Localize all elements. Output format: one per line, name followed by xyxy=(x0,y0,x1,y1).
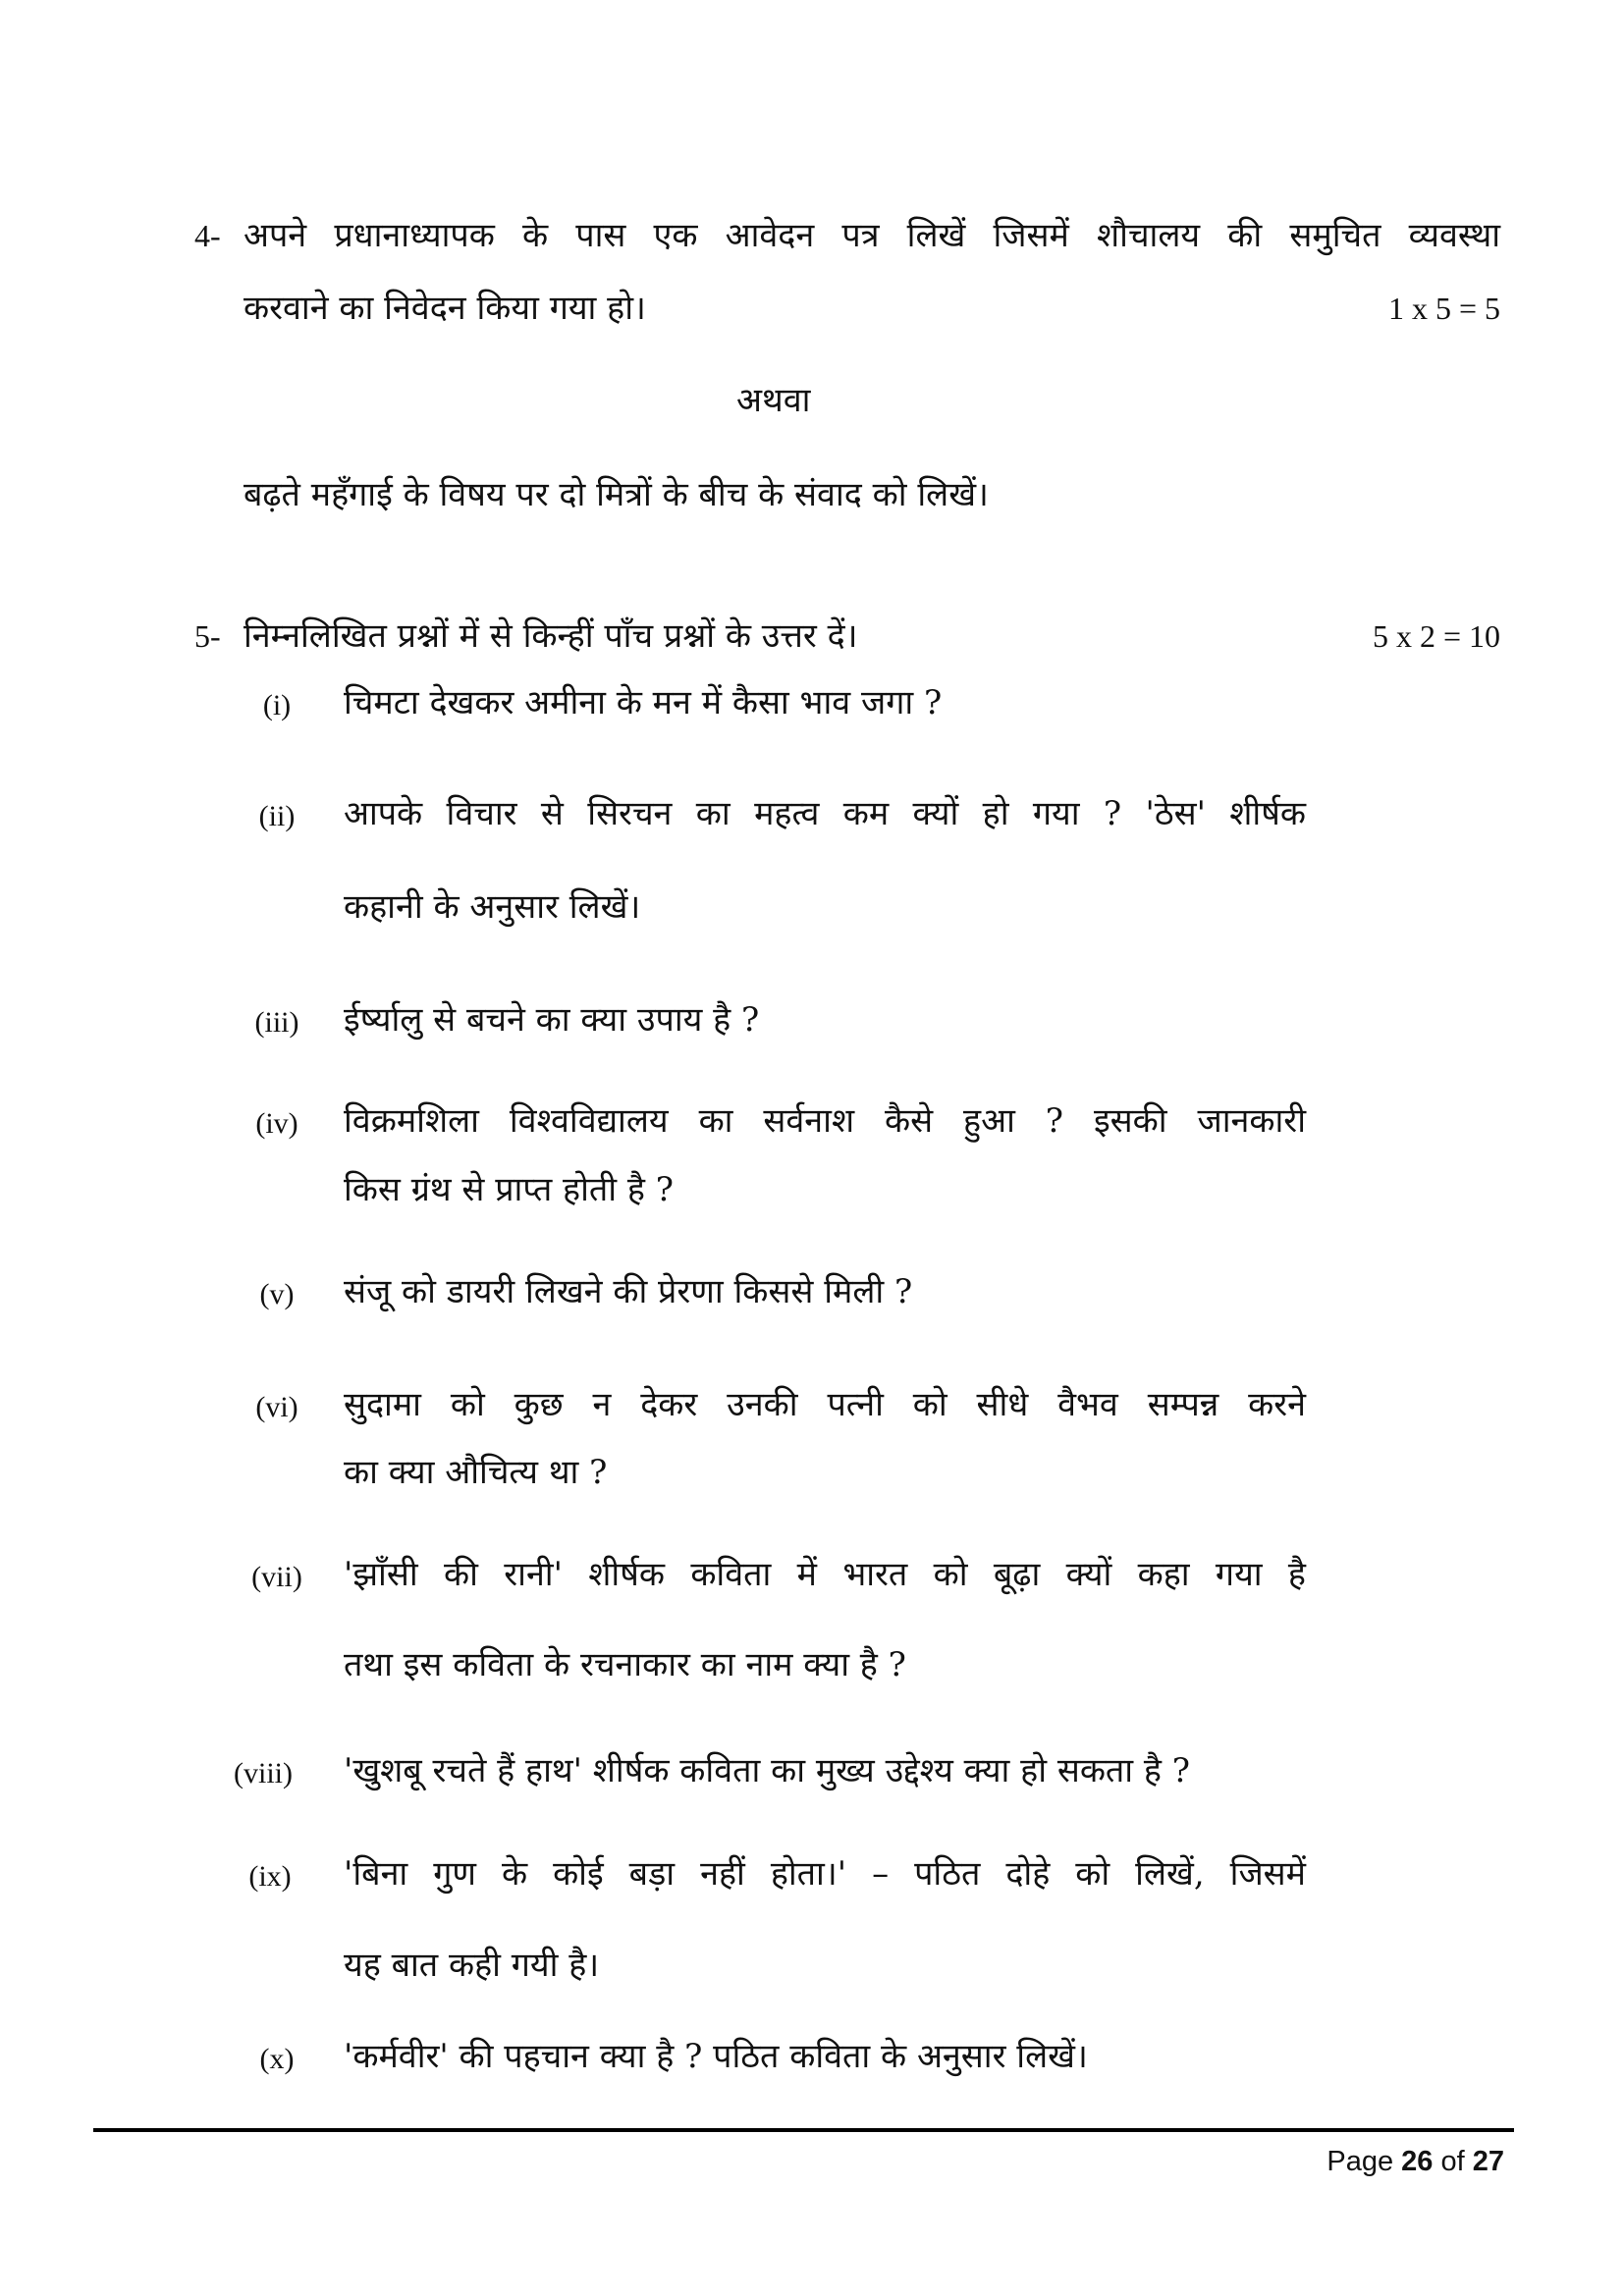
or-label: अथवा xyxy=(736,381,811,420)
item-text: 'कर्मवीर' की पहचान क्या है ? पठित कविता के अनुसार लिखें। xyxy=(344,2037,1088,2076)
question-4-number: 4- xyxy=(194,218,221,253)
footer-divider xyxy=(93,2128,1514,2132)
item-label: (iv) xyxy=(255,1107,298,1140)
page-total: 27 xyxy=(1472,2146,1504,2177)
item-text: चिमटा देखकर अमीना के मन में कैसा भाव जगा ? xyxy=(344,683,943,722)
item-text: ईर्ष्यालु से बचने का क्या उपाय है ? xyxy=(344,1000,760,1040)
item-label: (x) xyxy=(259,2043,295,2075)
page-prefix: Page xyxy=(1326,2146,1394,2177)
question-4-line-1: अपने प्रधानाध्यापक के पास एक आवेदन पत्र लिखें जिसमें शौचालय की समुचित व्यवस्था xyxy=(244,216,1500,255)
page-current: 26 xyxy=(1401,2146,1434,2177)
item-text: संजू को डायरी लिखने की प्रेरणा किससे मिली ? xyxy=(344,1272,913,1311)
item-label: (viii) xyxy=(234,1757,293,1789)
item-text: यह बात कही गयी है। xyxy=(344,1946,600,1985)
question-5-marks: 5 x 2 = 10 xyxy=(1372,618,1500,654)
question-5-number: 5- xyxy=(194,618,221,654)
question-4-line-2: करवाने का निवेदन किया गया हो। xyxy=(244,289,646,328)
item-label: (ii) xyxy=(258,800,296,832)
question-4-alternative: बढ़ते महँगाई के विषय पर दो मित्रों के बीच के संवाद को लिखें। xyxy=(244,475,989,514)
item-text: आपके विचार से सिरचन का महत्व कम क्यों हो गया ? 'ठेस' शीर्षक xyxy=(344,794,1306,833)
item-text: विक्रमशिला विश्वविद्यालय का सर्वनाश कैसे हुआ ? इसकी जानकारी xyxy=(344,1101,1306,1141)
item-label: (vii) xyxy=(251,1561,302,1593)
item-text: 'खुशबू रचते हैं हाथ' शीर्षक कविता का मुख्य उद्देश्य क्या हो सकता है ? xyxy=(344,1751,1191,1790)
item-text: तथा इस कविता के रचनाकार का नाम क्या है ? xyxy=(344,1645,906,1684)
item-label: (vi) xyxy=(255,1391,298,1423)
question-4-marks: 1 x 5 = 5 xyxy=(1387,291,1500,326)
item-label: (i) xyxy=(262,689,292,721)
item-text: 'बिना गुण के कोई बड़ा नहीं होता।' – पठित दोहे को लिखें, जिसमें xyxy=(344,1854,1306,1894)
item-text: का क्या औचित्य था ? xyxy=(344,1453,608,1492)
item-text: कहानी के अनुसार लिखें। xyxy=(344,887,641,927)
question-5-instruction: निम्नलिखित प्रश्नों में से किन्हीं पाँच प्रश्नों के उत्तर दें। xyxy=(244,616,858,656)
page-number xyxy=(1326,2142,1504,2181)
item-label: (ix) xyxy=(248,1860,292,1893)
page-of: of xyxy=(1440,2146,1465,2177)
item-label: (iii) xyxy=(254,1006,299,1039)
item-text: 'झाँसी की रानी' शीर्षक कविता में भारत को बूढ़ा क्यों कहा गया है xyxy=(344,1555,1306,1594)
item-text: सुदामा को कुछ न देकर उनकी पत्नी को सीधे वैभव सम्पन्न करने xyxy=(344,1385,1306,1424)
item-label: (v) xyxy=(259,1278,295,1310)
item-text: किस ग्रंथ से प्राप्त होती है ? xyxy=(344,1170,674,1209)
